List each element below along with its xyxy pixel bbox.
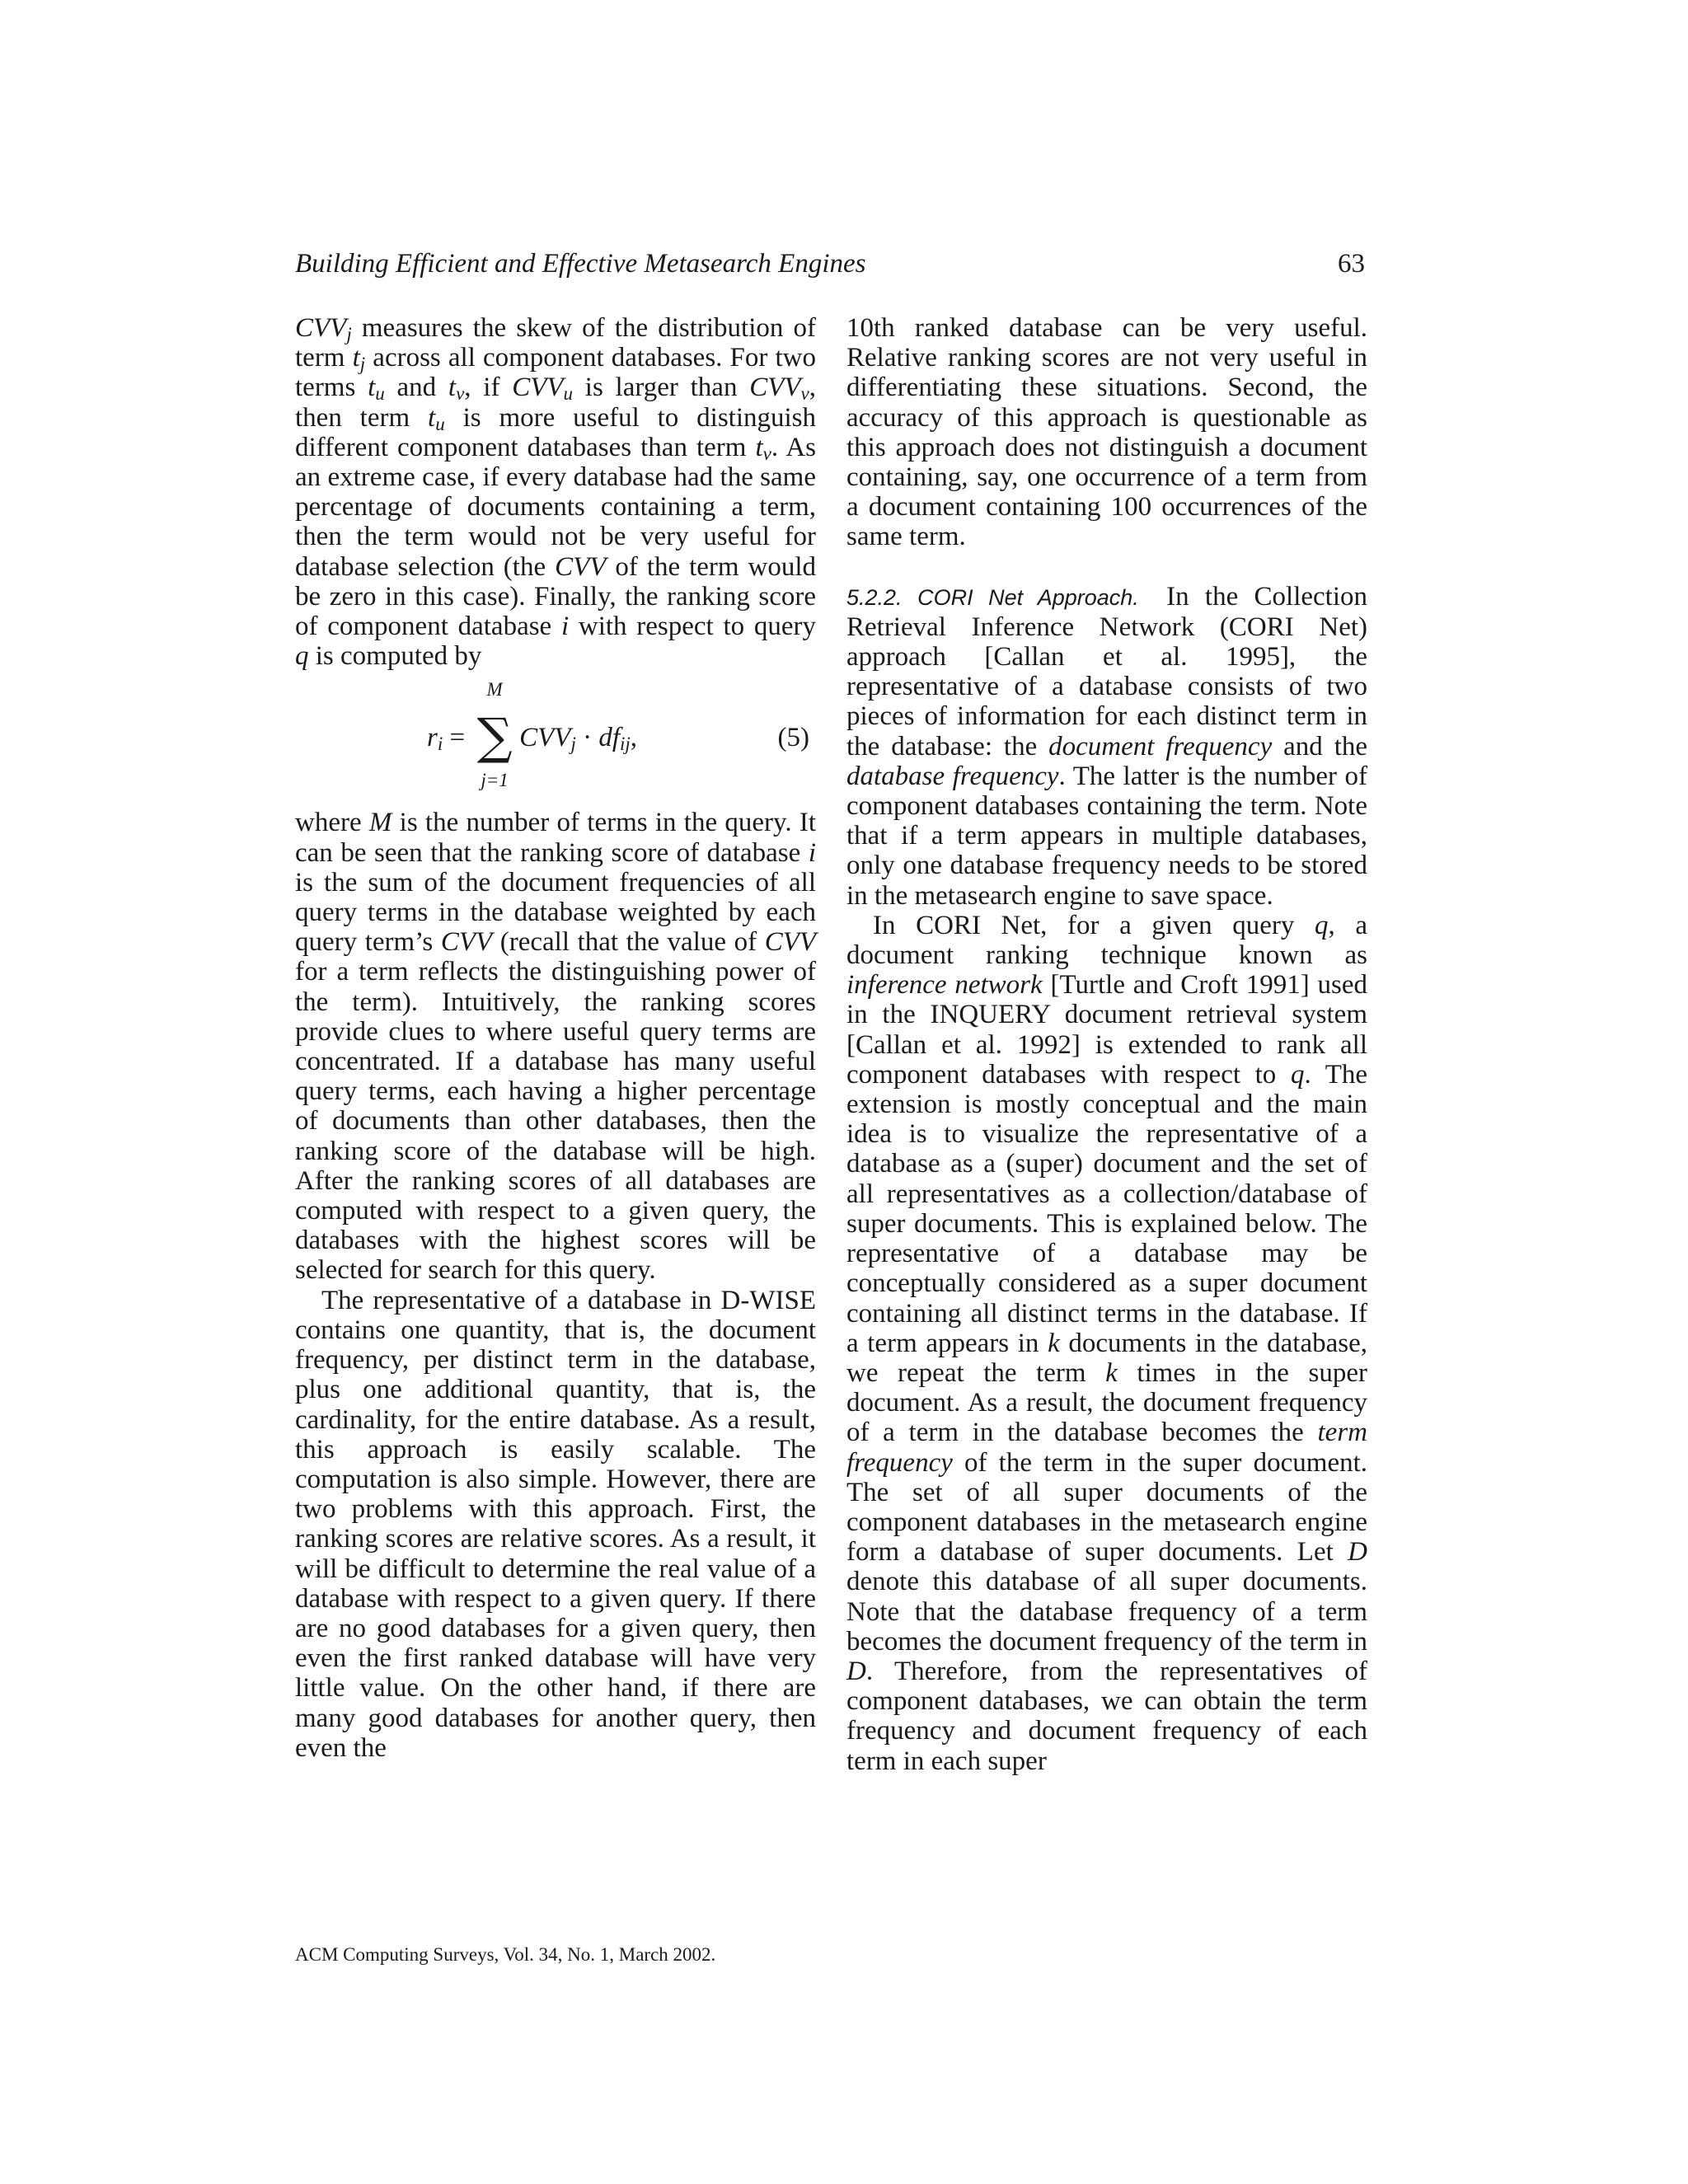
equation-5 [295, 676, 816, 798]
paragraph-ranking-score: where M is the number of terms in the query. It can be seen that the ranking score of database i is the sum of the document frequencies of all query terms in the database weighted by each query term’s CVV (recall that the value of CVV for a term reflects the distinguishing power of the term). Intuitively, the ranking scores provide clues to where useful query terms are concentrated. If a database has many useful query terms, each having a higher percentage of documents than other databases, then the ranking score of the database will be high. After the ranking scores of all databases are computed with respect to a given query, the databases with the highest scores will be selected for search for this query. [295, 808, 817, 1286]
left-column [295, 313, 816, 1763]
summation-sign: M ∑ j=1 [476, 679, 513, 791]
paragraph-dwise-representative: The representative of a database in D-WISE contains one quantity, that is, the document frequency, per distinct term in the database, plus one additional quantity, that is, the cardinality, for the entire database. As a result, this approach is easily scalable. The computation is also simple. However, there are two problems with this approach. First, the ranking scores are relative scores. As a result, it will be difficult to determine the real value of a database with respect to a given query. If there are no good databases for a given query, then even the first ranked database will have very little value. On the other hand, if there are many good databases for another query, then even the [295, 1285, 816, 1763]
running-title: Building Efficient and Effective Metasearch Engines [295, 249, 866, 279]
equation-number: (5) [777, 723, 809, 753]
right-column [846, 313, 1367, 1776]
equation-body: $r_i$ = M ∑ j=1 $CVV_j \cdot df_{ij}$, [427, 679, 638, 791]
paragraph-cori-net: 5.2.2. CORI Net Approach. In the Collection Retrieval Inference Network (CORI Net) approach [Callan et al. 1995], the representative of a database consists of two pieces of information for each distinct term in the database: the document frequency and the database frequency. The latter is the number of component databases containing the term. Note that if a term appears in multiple databases, only one database frequency needs to be stored in the metasearch engine to save space. [846, 581, 1368, 911]
page-number: 63 [1338, 249, 1365, 279]
journal-footer: ACM Computing Surveys, Vol. 34, No. 1, March 2002. [295, 1944, 716, 1965]
subsection-title: 5.2.2. CORI Net Approach. [846, 584, 1139, 610]
paragraph-cvv-skew: $CVV_j$ measures the skew of the distribution of term $t_j$ across all component databases. For two terms $t_u$ and $t_v$, if $CVV_u$ is larger than $CVV_v$, then term $t_u$ is more useful to distinguish different component databases than term $t_v$. As an extreme case, if every database had the same percentage of documents containing a term, then the term would not be very useful for database selection (the CVV of the term would be zero in this case). Finally, the ranking score of component database i with respect to query q is computed by [295, 313, 817, 672]
running-head [295, 244, 1365, 284]
paragraph-inference-network: In CORI Net, for a given query q, a document ranking technique known as inference network [Turtle and Croft 1991] used in the INQUERY document retrieval system [Callan et al. 1992] is extended to rank all component databases with respect to q. The extension is mostly conceptual and the main idea is to visualize the representative of a database as a (super) document and the set of all representatives as a collection/database of super documents. This is explained below. The representative of a database may be conceptually considered as a super document containing all distinct terms in the database. If a term appears in k documents in the database, we repeat the term k times in the super document. As a result, the document frequency of a term in the database becomes the term frequency of the term in the super document. The set of all super documents of the component databases in the metasearch engine form a database of super documents. Let D denote this database of all super documents. Note that the database frequency of a term becomes the document frequency of the term in D. Therefore, from the representatives of component databases, we can obtain the term frequency and document frequency of each term in each super [846, 910, 1368, 1776]
paragraph-relative-scores: 10th ranked database can be very useful. Relative ranking scores are not very useful in differentiating these situations. Second, the accuracy of this approach is questionable as this approach does not distinguish a document containing, say, one occurrence of a term from a document containing 100 occurrences of the same term. [846, 313, 1367, 552]
